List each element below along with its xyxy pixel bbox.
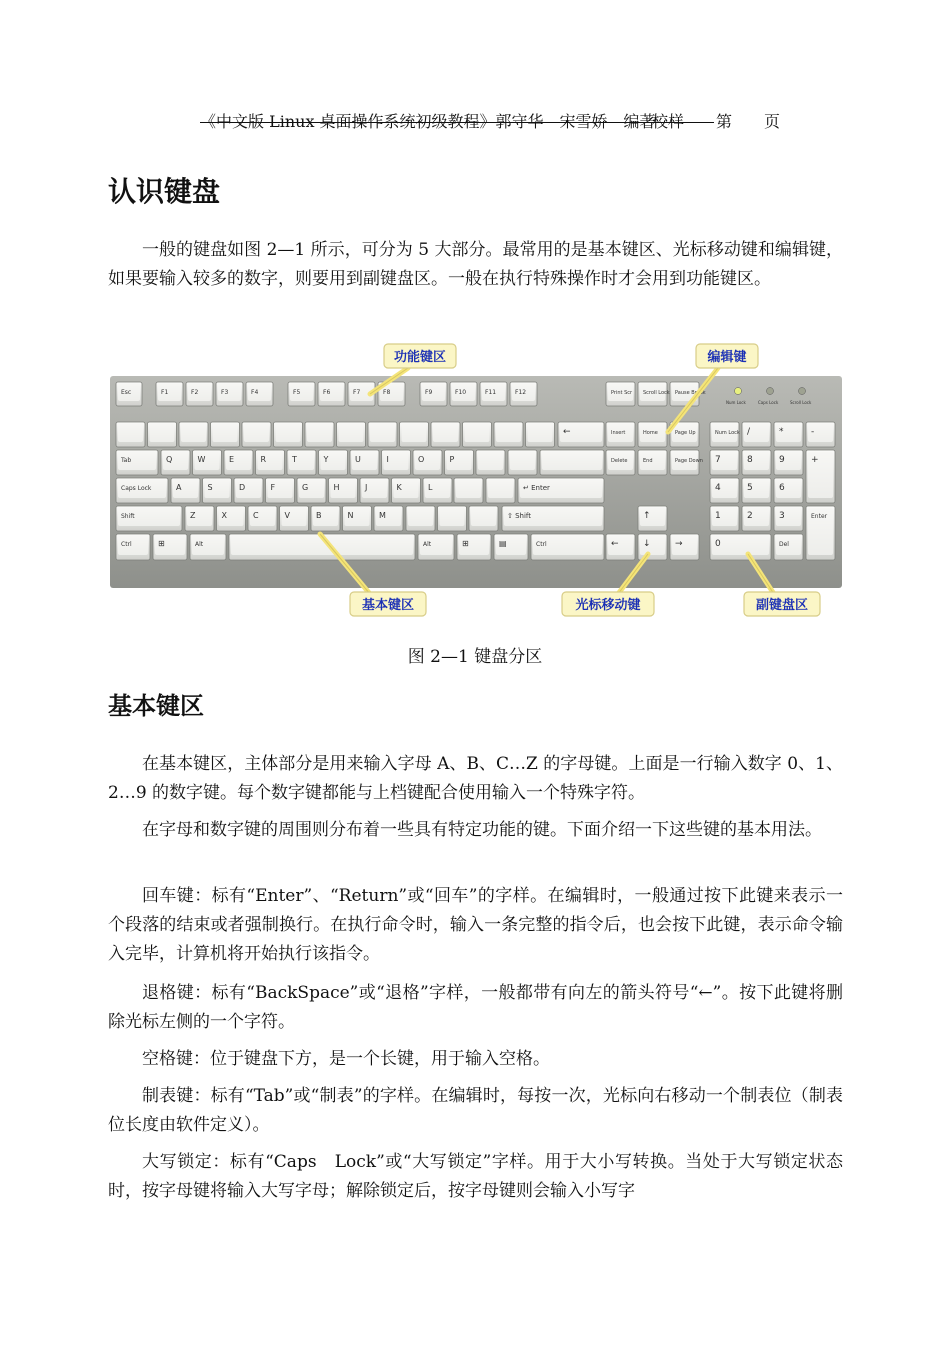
key-num-2 [742,506,771,531]
svg-text:F9: F9 [425,389,433,396]
key-y [319,450,348,475]
key-number-row [116,422,145,447]
keyboard-figure [108,342,843,622]
key-number-row [337,422,366,447]
svg-text:Alt: Alt [423,541,432,548]
svg-text:S: S [207,483,213,492]
svg-text:Tab: Tab [121,457,132,464]
svg-text:F: F [270,483,276,492]
svg-text:A: A [176,483,182,492]
svg-text:3: 3 [779,511,785,521]
key-f11 [480,382,507,406]
svg-text:功能键区: 功能键区 [393,350,447,365]
svg-text:K: K [396,483,402,492]
key-number-row [148,422,177,447]
key-x [217,506,246,531]
svg-text:N: N [347,511,354,520]
key-g [297,478,326,503]
svg-text:⊞: ⊞ [462,539,469,548]
svg-text:C: C [253,511,259,520]
key-u [350,450,379,475]
svg-text:Page Down: Page Down [675,458,703,464]
key-number-row [494,422,523,447]
svg-text:P: P [449,455,455,464]
key-number-row [242,422,271,447]
svg-text:↵ Enter: ↵ Enter [523,484,550,492]
svg-text:2: 2 [747,511,753,521]
key-win-left [153,534,187,560]
key-r [256,450,285,475]
svg-text:Y: Y [323,455,329,464]
svg-text:Esc: Esc [121,389,132,396]
svg-text:J: J [365,483,368,492]
key-num-1 [710,506,739,531]
svg-text:R: R [260,455,267,464]
key-win-right [457,534,491,560]
svg-text:Alt: Alt [195,541,204,548]
svg-text:⊞: ⊞ [158,539,165,548]
key-num-4 [710,478,739,503]
paragraph-backspace-key: 退格键：标有“BackSpace”或“退格”字样，一般都带有向左的箭头符号“←”。按下此键将删除光标左侧的一个字符。 [108,983,843,1032]
key-f5 [288,382,315,406]
key-shift-right [502,506,604,531]
key-num-plus [806,450,835,503]
svg-text:F10: F10 [455,389,467,396]
svg-text:*: * [779,427,784,437]
svg-text:4: 4 [715,483,721,493]
key-edit-6 [670,450,703,475]
key-w [193,450,222,475]
svg-text:I: I [386,455,389,464]
key-alt-left [190,534,226,560]
led-label: Num Lock [726,400,746,405]
key-n [343,506,372,531]
svg-text:F6: F6 [323,389,331,396]
svg-text:副键盘区: 副键盘区 [755,598,809,613]
led-label: Caps Lock [758,400,779,405]
key-edit-4 [606,450,635,475]
svg-text:-: - [811,427,815,437]
svg-text:5: 5 [747,483,753,493]
key-number-row [526,422,555,447]
svg-text:Shift: Shift [121,513,135,520]
paragraph-letters: 在基本键区，主体部分是用来输入字母 A、B、C…Z 的字母键。上面是一行输入数字 0、1、2…9 的数字键。每个数字键都能与上档键配合使用输入一个特殊字符。 [108,754,843,803]
svg-text:光标移动键: 光标移动键 [575,598,641,613]
key-s [203,478,232,503]
svg-text:F11: F11 [485,389,497,396]
key-z [185,506,214,531]
svg-text:Print Scr: Print Scr [611,390,633,396]
svg-text:7: 7 [715,455,721,465]
paragraph-caps-lock: 大写锁定：标有“Caps Lock”或“大写锁定”字样。用于大小写转换。当处于大写锁定状态时，按字母键将输入大写字母；解除锁定后，按字母键则会输入小写字 [108,1152,843,1201]
key-edit-5 [638,450,667,475]
svg-text:Enter: Enter [811,513,828,520]
key-i [382,450,411,475]
svg-text:Num Lock: Num Lock [715,430,740,436]
key-m [374,506,403,531]
svg-text:↑: ↑ [643,511,651,521]
figure-caption: 图 2—1 键盘分区 [407,647,543,667]
led-label: Scroll Lock [790,400,812,405]
svg-text:U: U [355,455,361,464]
key-num-8 [742,450,771,475]
svg-text:F12: F12 [515,389,527,396]
svg-text:E: E [229,455,235,464]
key-num-0 [710,534,771,560]
svg-text:1: 1 [715,511,721,521]
key-punct [438,506,467,531]
key-menu [494,534,528,560]
key-number-row [179,422,208,447]
svg-text:F5: F5 [293,389,301,396]
key-shift-left [116,506,182,531]
key-f2 [186,382,213,406]
key-b [311,506,340,531]
svg-text:L: L [428,483,433,492]
svg-text:▤: ▤ [499,539,507,548]
key-l [423,478,452,503]
key-d [234,478,263,503]
svg-text:Ctrl: Ctrl [121,541,132,548]
key-num-9 [774,450,803,475]
svg-text:0: 0 [715,539,721,549]
svg-text:Page Up: Page Up [675,430,696,436]
key-arrow-left [606,534,635,560]
svg-text:←: ← [611,539,619,549]
section-title-keyboard: 认识键盘 [108,175,221,208]
svg-text:Caps Lock: Caps Lock [121,485,152,492]
svg-text:O: O [418,455,425,464]
intro-paragraph: 一般的键盘如图 2—1 所示，可分为 5 大部分。最常用的是基本键区、光标移动键和编辑键，如果要输入较多的数字，则要用到副键盘区。一般在执行特殊操作时才会用到功能键区。 [108,240,843,289]
key-edit-1 [606,422,635,447]
svg-text:6: 6 [779,483,785,493]
led-indicator [799,388,806,395]
key-tab [116,450,158,475]
svg-text:F1: F1 [161,389,169,396]
key-num-6 [774,478,803,503]
key-f6 [318,382,345,406]
key-q [161,450,190,475]
key-number-row [368,422,397,447]
svg-text:Delete: Delete [611,458,628,464]
key-punct [469,506,498,531]
key-num-5 [742,478,771,503]
key-f [266,478,295,503]
key-t [287,450,316,475]
svg-text:M: M [379,511,386,520]
key-f12 [510,382,537,406]
key-edit-2 [638,422,667,447]
key-punct [406,506,435,531]
key-f4 [246,382,273,406]
key-f1 [156,382,183,406]
key-a [171,478,200,503]
svg-text:→: → [675,539,683,549]
svg-text:V: V [284,511,290,520]
running-header [200,109,780,131]
svg-text:Q: Q [166,455,173,464]
svg-text:G: G [302,483,309,492]
led-indicator [735,388,742,395]
svg-text:F7: F7 [353,389,361,396]
key-h [329,478,358,503]
header-strike-rule [200,122,714,123]
key-semicolon [454,478,483,503]
svg-text:Insert: Insert [611,430,626,436]
key-enter [518,478,604,503]
key-sys-2 [638,382,670,406]
key-j [360,478,389,503]
key-num-enter [806,506,835,560]
keyboard-illustration [108,342,843,622]
key-backslash [540,450,604,475]
paragraph-enter-key: 回车键：标有“Enter”、“Return”或“回车”的字样。在编辑时，一般通过按下此键来表示一个段落的结束或者强制换行。在执行命令时，输入一条完整的指令后，也会按下此键，表示命令输入完毕，计算机将开始执行该指令。 [108,886,843,964]
svg-text:End: End [643,458,653,464]
svg-text:/: / [747,427,751,437]
key-number-row [305,422,334,447]
paragraph-tab-key: 制表键：标有“Tab”或“制表”的字样。在编辑时，每按一次，光标向右移动一个制表位（制表位长度由软件定义）。 [108,1086,843,1135]
key-number-row [431,422,460,447]
key-ctrl-left [116,534,150,560]
paragraph-space-key: 空格键：位于键盘下方，是一个长键，用于输入空格。 [142,1049,550,1069]
key-esc [116,382,142,406]
header-book-title: 《中文版 Linux 桌面操作系统初级教程》郭守华 宋雪娇 编著 [200,112,656,131]
svg-text:D: D [239,483,246,492]
svg-text:Z: Z [190,511,196,520]
led-indicator [767,388,774,395]
svg-text:Del: Del [779,541,789,548]
svg-text:+: + [811,455,819,465]
svg-text:←: ← [563,427,571,437]
key-bracket-left [476,450,505,475]
svg-text:↓: ↓ [643,539,651,549]
key-arrow-right [670,534,699,560]
svg-text:F8: F8 [383,389,391,396]
key-caps-lock [116,478,168,503]
paragraph-function-keys: 在字母和数字键的周围则分布着一些具有特定功能的键。下面介绍一下这些键的基本用法。 [142,820,822,840]
key-v [280,506,309,531]
header-page-label: 校样 第 页 [651,112,780,131]
svg-text:H: H [333,483,340,492]
svg-text:基本键区: 基本键区 [361,598,415,613]
svg-text:W: W [197,455,206,464]
svg-text:F2: F2 [191,389,199,396]
svg-text:Scroll Lock: Scroll Lock [643,390,670,396]
svg-text:Ctrl: Ctrl [536,541,547,548]
svg-text:T: T [292,455,297,464]
key-f10 [450,382,477,406]
key-num-lock [710,422,740,447]
key-ctrl-right [531,534,604,560]
svg-text:F4: F4 [251,389,259,396]
key-num-3 [774,506,803,531]
key-num-divide [742,422,771,447]
svg-text:B: B [316,511,322,520]
svg-text:⇧ Shift: ⇧ Shift [507,512,532,520]
key-p [445,450,474,475]
svg-text:8: 8 [747,455,753,465]
key-f9 [420,382,447,406]
section-title-basic-keys: 基本键区 [108,692,204,720]
svg-text:F3: F3 [221,389,229,396]
svg-text:编辑键: 编辑键 [707,350,747,365]
key-num-minus [806,422,835,447]
key-o [413,450,442,475]
key-bracket-right [508,450,537,475]
key-sys-1 [606,382,635,406]
key-num-multiply [774,422,803,447]
key-quote [486,478,515,503]
key-arrow-down [638,534,667,560]
key-backspace [558,422,604,447]
svg-text:9: 9 [779,455,785,465]
key-f3 [216,382,243,406]
key-alt-right [418,534,454,560]
key-k [392,478,421,503]
key-number-row [211,422,240,447]
key-num-del [774,534,803,560]
key-number-row [400,422,429,447]
svg-text:X: X [221,511,227,520]
key-num-7 [710,450,739,475]
key-number-row [274,422,303,447]
svg-text:Pause Break: Pause Break [675,390,706,396]
key-number-row [463,422,492,447]
key-e [224,450,253,475]
key-c [248,506,277,531]
svg-text:Home: Home [643,430,658,436]
key-arrow-up [638,506,667,531]
